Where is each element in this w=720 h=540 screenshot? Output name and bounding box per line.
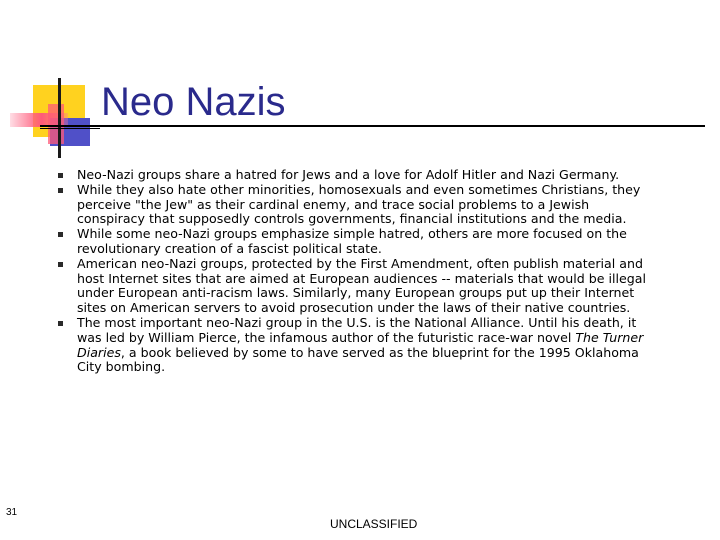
bullet-text: While they also hate other minorities, homosexuals and even sometimes Christians, they perceive "the Jew" as their cardinal enemy, and trace social problems to a Jewish conspiracy that supposedly controls governments, financial institutions and the media. <box>77 181 641 227</box>
bullet-item <box>58 168 658 183</box>
page-number: 31 <box>6 507 18 518</box>
decor-red-square <box>48 104 64 144</box>
decor-vertical-line <box>58 78 61 158</box>
bullet-text: While some neo-Nazi groups emphasize simple hatred, others are more focused on the revolutionary creation of a fascist political state. <box>77 226 627 256</box>
bullet-text: The most important neo-Nazi group in the U.S. is the National Alliance. Until his death, it was led by William Pierce, the infamous author of the futuristic race-war novel <box>77 314 637 345</box>
slide-title: Neo Nazis <box>101 80 286 124</box>
bullet-text: Neo-Nazi groups share a hatred for Jews and a love for Adolf Hitler and Nazi Germany. <box>77 167 620 182</box>
bullet-item <box>58 257 658 316</box>
square-bullet-icon <box>58 262 63 267</box>
bullet-text: American neo-Nazi groups, protected by the First Amendment, often publish material and host Internet sites that are aimed at European audiences -- materials that would be illegal under European anti-racism laws. Similarly, many European groups put up their Internet sites on American servers to avoid prosecution under the laws of their native countries. <box>77 255 646 316</box>
bullet-text: , a book believed by some to have served as the blueprint for the 1995 Oklahoma City bombing. <box>77 344 639 375</box>
square-bullet-icon <box>58 173 63 178</box>
bullet-item <box>58 183 658 227</box>
bullet-list <box>58 168 658 375</box>
bullet-item <box>58 316 658 375</box>
square-bullet-icon <box>58 321 63 326</box>
bullet-item <box>58 227 658 257</box>
square-bullet-icon <box>58 188 63 193</box>
square-bullet-icon <box>58 232 63 237</box>
book-title: The Turner Diaries <box>77 329 644 360</box>
title-underline-accent <box>40 128 100 129</box>
classification-footer: UNCLASSIFIED <box>330 517 418 531</box>
title-underline <box>40 125 705 127</box>
